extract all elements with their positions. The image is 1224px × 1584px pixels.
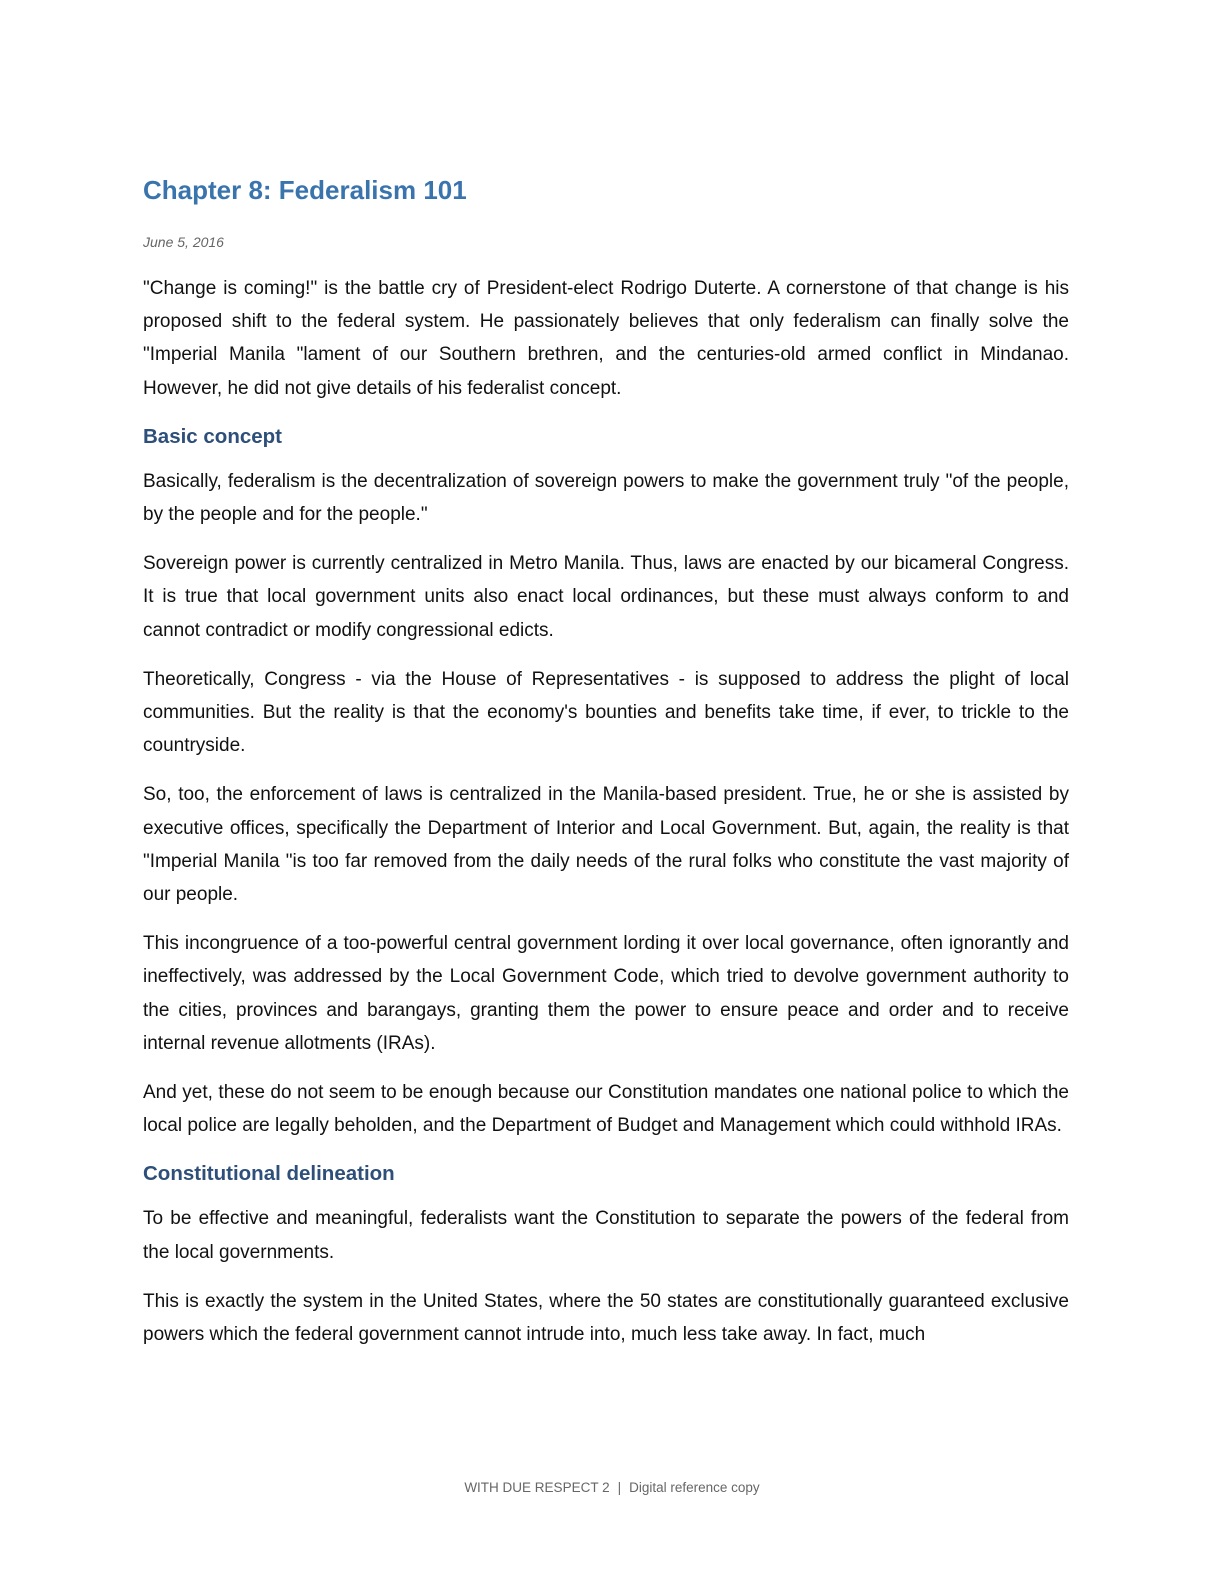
body-paragraph: This is exactly the system in the United States, where the 50 states are constitutionally guaranteed exclusive powers which the federal government cannot intrude into, much less take away. In fact, much	[143, 1290, 1069, 1346]
body-paragraph: This incongruence of a too-powerful central government lording it over local governance, often ignorantly and ineffectively, was addressed by the Local Government Code, which tried to devolve government authority to the cities, provinces and barangays, granting them the power to ensure peace and order and to receive internal revenue allotments (IRAs).	[143, 933, 1069, 1054]
section-heading-basic-concept: Basic concept	[143, 424, 282, 448]
footer-separator: |	[617, 1480, 622, 1495]
body-paragraph: And yet, these do not seem to be enough because our Constitution mandates one national police to which the local police are legally beholden, and the Department of Budget and Management which could withhold IRAs.	[143, 1082, 1069, 1137]
publication-date: June 5, 2016	[143, 234, 224, 250]
footer-book-title: WITH DUE RESPECT 2	[464, 1480, 610, 1495]
footer-note: Digital reference copy	[629, 1480, 760, 1495]
body-paragraph: Sovereign power is currently centralized in Metro Manila. Thus, laws are enacted by our bicameral Congress. It is true that local government units also enact local ordinances, but these must always conform to and cannot contradict or modify congressional edicts.	[143, 553, 1069, 641]
intro-paragraph: "Change is coming!" is the battle cry of President-elect Rodrigo Duterte. A cornerstone of that change is his proposed shift to the federal system. He passionately believes that only federalism can finally solve the "Imperial Manila "lament of our Southern brethren, and the centuries-old armed conflict in Mindanao. However, he did not give details of his federalist concept.	[143, 278, 1069, 399]
body-paragraph: Theoretically, Congress - via the House of Representatives - is supposed to address the plight of local communities. But the reality is that the economy's bounties and benefits take time, if ever, to trickle to the countryside.	[143, 668, 1069, 757]
chapter-title: Chapter 8: Federalism 101	[143, 175, 467, 205]
body-paragraph: Basically, federalism is the decentralization of sovereign powers to make the government truly "of the people, by the people and for the people."	[143, 470, 1069, 526]
document-page	[143, 170, 1069, 1367]
page-footer	[0, 1478, 1224, 1498]
body-paragraph: So, too, the enforcement of laws is centralized in the Manila-based president. True, he or she is assisted by executive offices, specifically the Department of Interior and Local Government. But, again, the reality is that "Imperial Manila "is too far removed from the daily needs of the rural folks who constitute the vast majority of our people.	[143, 784, 1069, 906]
section-heading-constitutional-delineation: Constitutional delineation	[143, 1162, 395, 1186]
body-paragraph: To be effective and meaningful, federalists want the Constitution to separate the powers of the federal from the local governments.	[143, 1208, 1069, 1263]
